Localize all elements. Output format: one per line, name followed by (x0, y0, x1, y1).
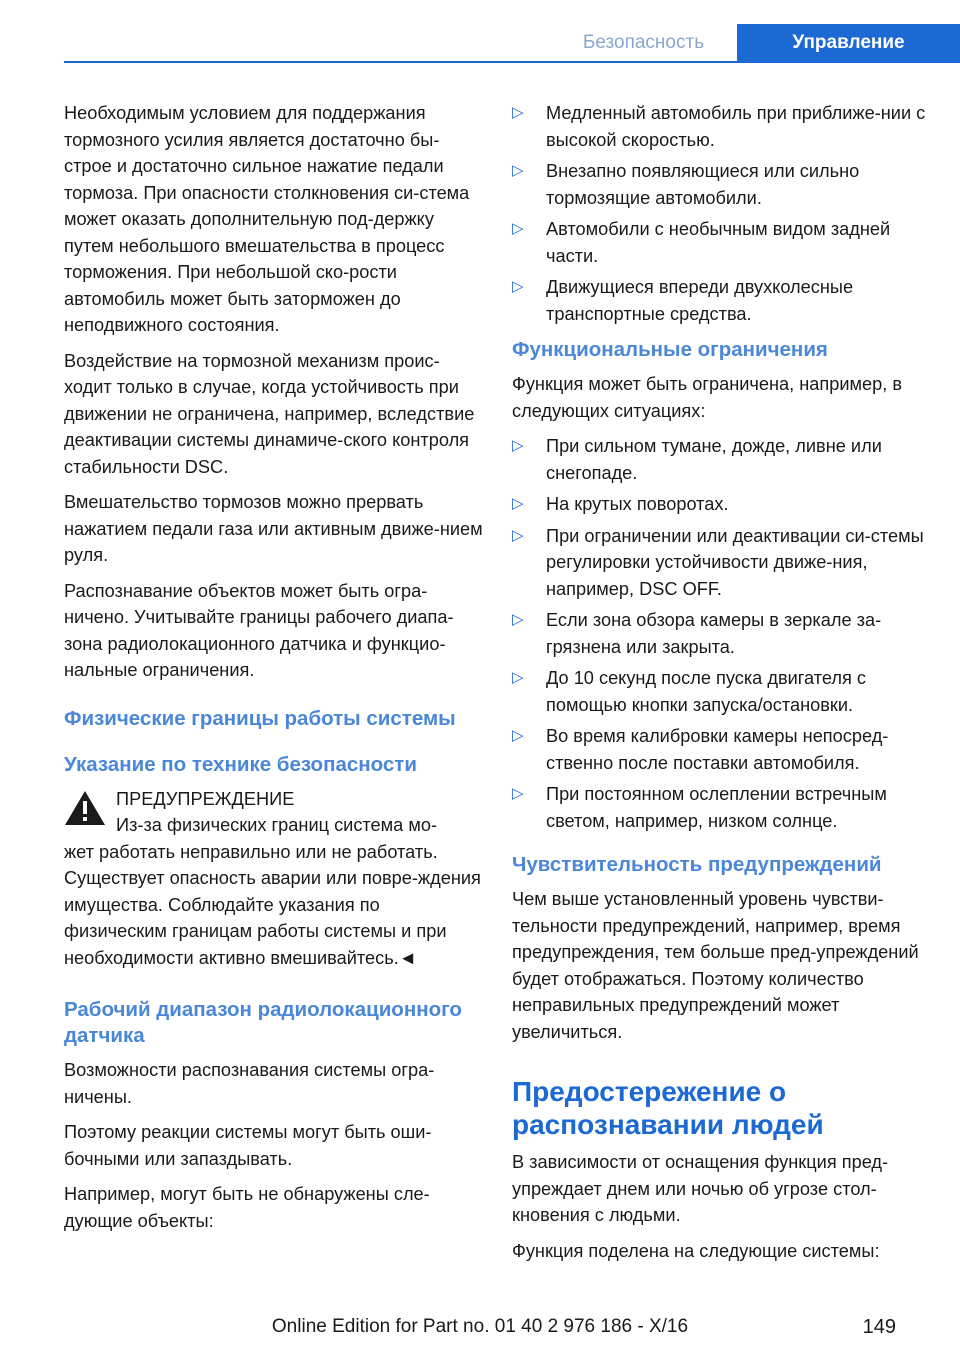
triangle-bullet-icon: ▷ (512, 611, 524, 628)
limit-situations-list (512, 433, 928, 834)
triangle-bullet-icon: ▷ (512, 220, 524, 237)
paragraph: Вмешательство тормозов можно прервать нажатием педали газа или активным движе‐нием руля. (64, 492, 483, 565)
triangle-bullet-icon: ▷ (512, 727, 524, 744)
heading-person-warning: Предостережение о распознавании людей (512, 1076, 824, 1140)
warning-title: ПРЕДУПРЕЖДЕНИЕ (116, 788, 295, 809)
paragraph: Функция поделена на следующие системы: (512, 1240, 880, 1261)
left-column (64, 100, 484, 1243)
paragraph: Функция может быть ограничена, например, в следующих ситуациях: (512, 374, 903, 421)
right-column (512, 100, 928, 1273)
paragraph: Например, могут быть не обнаружены сле‐дующие объекты: (64, 1184, 430, 1231)
triangle-bullet-icon: ▷ (512, 526, 524, 544)
list-item: ▷ На крутых поворотах. (512, 491, 928, 518)
heading-safety-note: Указание по технике безопасности (64, 752, 417, 776)
paragraph: Возможности распознавания системы огра‐ничены. (64, 1060, 435, 1107)
warning-triangle-icon (64, 790, 106, 826)
list-item: ▷ При ограничении или деактивации си‐стемы регулировки устойчивости движе‐ния, например, DSC OFF. (512, 523, 928, 603)
paragraph: В зависимости от оснащения функция пред‐упреждает днем или ночью об угрозе стол‐кновения с людьми. (512, 1152, 889, 1225)
list-item: ▷ При постоянном ослеплении встречным светом, например, низком солнце. (512, 781, 928, 834)
page-number: 149 (862, 1316, 896, 1338)
triangle-bullet-icon: ▷ (512, 162, 524, 179)
list-item: ▷ При сильном тумане, дожде, ливне или снегопаде. (512, 433, 928, 486)
edition-footer: Online Edition for Part no. 01 40 2 976 186 - X/16 (271, 1316, 689, 1337)
list-item: ▷ До 10 секунд после пуска двигателя с помощью кнопки запуска/остановки. (512, 665, 928, 718)
warning-block (64, 786, 484, 839)
triangle-bullet-icon: ▷ (512, 669, 524, 686)
list-item: ▷ Внезапно появляющиеся или сильно тормозящие автомобили. (512, 158, 928, 211)
paragraph: Чем выше установленный уровень чувстви‐тельности предупреждений, например, время предупреждения, тем больше пред‐упреждений будет отображаться. Поэтому количество неправильных предупреждений может увеличиться. (512, 889, 919, 1042)
list-item: ▷ Медленный автомобиль при приближе‐нии с высокой скоростью. (512, 100, 928, 153)
chapter-tab[interactable]: Управление (737, 24, 960, 62)
triangle-bullet-icon: ▷ (512, 104, 524, 121)
list-item: ▷ Движущиеся впереди двухколесные транспортные средства. (512, 274, 928, 327)
list-item: ▷ Во время калибровки камеры непосред‐ственно после поставки автомобиля. (512, 723, 928, 776)
list-item: ▷ Автомобили с необычным видом задней части. (512, 216, 928, 269)
warning-text-first-line: Из-за физических границ система мо‐ (116, 815, 438, 835)
list-item: ▷ Если зона обзора камеры в зеркале за‐грязнена или закрыта. (512, 607, 928, 660)
paragraph: Воздействие на тормозной механизм проис‐ходит только в случае, когда устойчивость при движении не ограничена, например, вследствие деактивации системы динамиче‐ского контроля стабильности DSC. (64, 350, 475, 477)
heading-physical-limits: Физические границы работы системы (64, 706, 456, 730)
triangle-bullet-icon: ▷ (512, 785, 524, 802)
triangle-bullet-icon: ▷ (512, 278, 524, 295)
heading-warning-sensitivity: Чувствительность предупреждений (512, 853, 882, 876)
section-tab[interactable]: Безопасность (582, 32, 705, 53)
heading-functional-limits: Функциональные ограничения (512, 338, 828, 361)
heading-radar-range: Рабочий диапазон радиолокационного датчика (64, 998, 462, 1047)
triangle-bullet-icon: ▷ (512, 495, 524, 512)
warning-text: жет работать неправильно или не работать. Существует опасность аварии или повре‐ждения имущества. Соблюдайте указания по физическим границам работы системы и при необходимости активно вмешивайтесь.◄ (64, 841, 481, 968)
page-header (0, 0, 960, 62)
triangle-bullet-icon: ▷ (512, 437, 524, 454)
undetected-objects-list (512, 100, 928, 327)
paragraph: Распознавание объектов может быть огра‐ничено. Учитывайте границы рабочего диапа‐зона радиолокационного датчика и функцио‐нальные ограничения. (64, 580, 454, 680)
paragraph: Необходимым условием для поддержания тормозного усилия является достаточно бы‐строе и достаточно сильное нажатие педали тормоза. При опасности столкновения си‐стема может оказать дополнительную под‐держку путем небольшого вмешательства в процесс торможения. При небольшой ско‐рости автомобиль может быть заторможен до неподвижного состояния. (64, 103, 470, 335)
paragraph: Поэтому реакции системы могут быть оши‐бочными или запаздывать. (64, 1122, 432, 1169)
header-rule (64, 61, 960, 63)
